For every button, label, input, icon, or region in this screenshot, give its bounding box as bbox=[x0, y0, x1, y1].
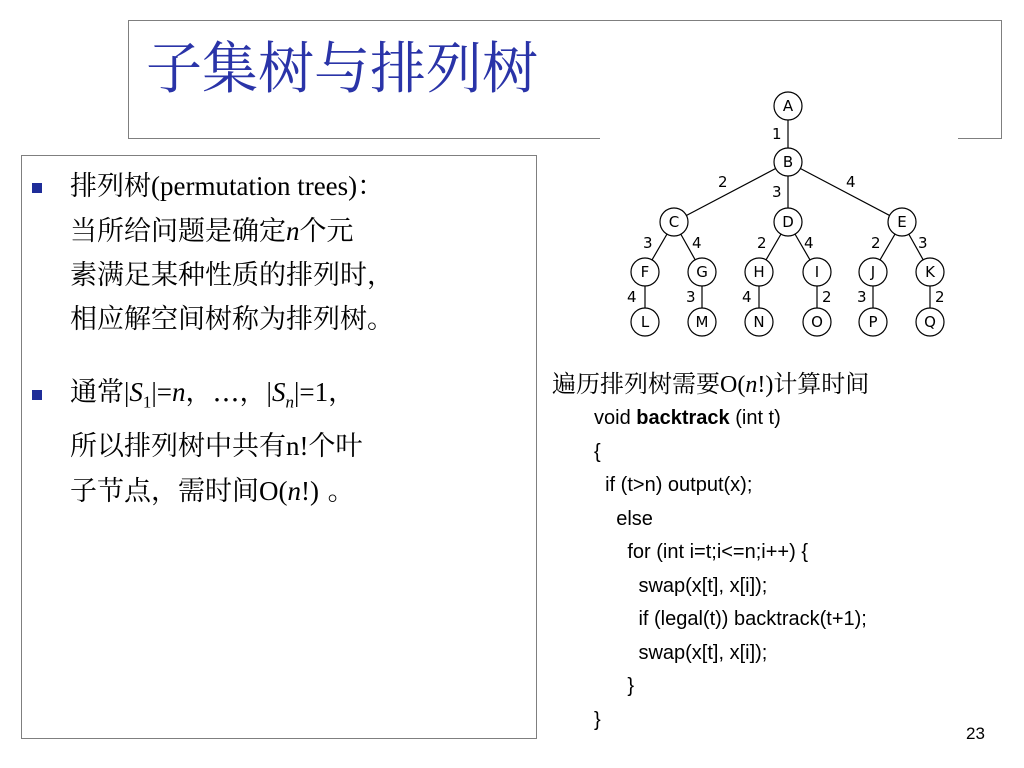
edge-label-B-E: 4 bbox=[846, 173, 856, 191]
svg-text:A: A bbox=[782, 97, 794, 115]
edge-label-D-I: 4 bbox=[804, 234, 814, 252]
tree-node-M bbox=[688, 308, 716, 336]
edge-label-A-B: 1 bbox=[772, 125, 782, 143]
bullet-2-line-2: 所以排列树中共有n!个叶 bbox=[70, 431, 363, 463]
tree-node-A bbox=[774, 92, 802, 120]
code-line-1: void backtrack (int t) bbox=[594, 407, 781, 429]
page-number: 23 bbox=[966, 724, 985, 743]
code-line-7: if (legal(t)) backtrack(t+1); bbox=[594, 608, 867, 630]
edge-label-B-C: 2 bbox=[718, 173, 728, 191]
edge-label-I-O: 2 bbox=[822, 288, 832, 306]
tree-node-P bbox=[859, 308, 887, 336]
tree-node-F bbox=[631, 258, 659, 286]
svg-text:B: B bbox=[782, 153, 794, 171]
edge-label-H-N: 4 bbox=[742, 288, 752, 306]
svg-text:N: N bbox=[753, 313, 765, 331]
bullet-1-line-1: 排列树(permutation trees)： bbox=[70, 171, 385, 202]
code-line-3: if (t>n) output(x); bbox=[594, 474, 753, 496]
svg-text:M: M bbox=[695, 313, 709, 331]
edge-label-E-K: 3 bbox=[918, 234, 928, 252]
svg-text:D: D bbox=[782, 213, 794, 231]
edge-label-G-M: 3 bbox=[686, 288, 696, 306]
code-line-4: else bbox=[594, 507, 653, 530]
svg-text:E: E bbox=[897, 213, 907, 231]
bullet-1-line-3: 素满足某种性质的排列时， bbox=[70, 260, 394, 291]
tree-node-K bbox=[916, 258, 944, 286]
slide-title: 子集树与排列树 bbox=[146, 37, 538, 102]
bullet-1-line-2: 当所给问题是确定n个元 bbox=[70, 216, 354, 247]
backtrack-code-block bbox=[594, 402, 867, 737]
code-line-8: swap(x[t], x[i]); bbox=[594, 641, 768, 664]
bullet-text-2 bbox=[70, 370, 530, 514]
edge-label-C-F: 3 bbox=[643, 234, 653, 252]
svg-text:C: C bbox=[668, 213, 680, 231]
svg-text:P: P bbox=[868, 313, 878, 331]
tree-node-B bbox=[774, 148, 802, 176]
svg-text:L: L bbox=[640, 313, 650, 331]
edge-label-J-P: 3 bbox=[857, 288, 867, 306]
svg-text:K: K bbox=[925, 263, 935, 281]
code-line-10: } bbox=[594, 708, 601, 731]
svg-text:F: F bbox=[640, 263, 650, 281]
tree-node-O bbox=[803, 308, 831, 336]
bullet-marker-1 bbox=[32, 183, 42, 193]
tree-node-G bbox=[688, 258, 716, 286]
bullet-2-line-1: 通常$|S_1|=n$，…，$|S_n|=1$， bbox=[70, 377, 356, 412]
svg-text:O: O bbox=[811, 313, 823, 331]
tree-node-H bbox=[745, 258, 773, 286]
tree-node-E bbox=[888, 208, 916, 236]
code-line-2: { bbox=[594, 440, 601, 463]
permutation-tree-diagram bbox=[600, 88, 980, 350]
tree-node-C bbox=[660, 208, 688, 236]
tree-node-N bbox=[745, 308, 773, 336]
edge-label-E-J: 2 bbox=[871, 234, 881, 252]
tree-node-Q bbox=[916, 308, 944, 336]
edge-label-D-H: 2 bbox=[757, 234, 767, 252]
svg-text:J: J bbox=[870, 263, 876, 281]
code-line-5: for (int i=t;i<=n;i++) { bbox=[594, 541, 808, 563]
bullet-1-line-4: 相应解空间树称为排列树。 bbox=[70, 304, 394, 335]
svg-text:H: H bbox=[753, 263, 765, 281]
svg-text:I: I bbox=[814, 263, 820, 281]
edge-B-E bbox=[788, 162, 902, 222]
svg-text:Q: Q bbox=[924, 313, 936, 331]
bullet-text-1 bbox=[70, 164, 530, 342]
edge-label-K-Q: 2 bbox=[935, 288, 945, 306]
tree-node-L bbox=[631, 308, 659, 336]
code-line-9: } bbox=[594, 675, 635, 697]
edge-label-F-L: 4 bbox=[627, 288, 637, 306]
bullet-2-line-3: 子节点，需时间O(n!) 。 bbox=[70, 476, 355, 508]
tree-caption: 遍历排列树需要O(n!)计算时间 bbox=[552, 370, 870, 398]
svg-text:G: G bbox=[696, 263, 708, 281]
edge-label-C-G: 4 bbox=[692, 234, 702, 252]
tree-node-D bbox=[774, 208, 802, 236]
bullet-marker-2 bbox=[32, 390, 42, 400]
tree-node-I bbox=[803, 258, 831, 286]
code-line-6: swap(x[t], x[i]); bbox=[594, 574, 768, 597]
edge-B-C bbox=[674, 162, 788, 222]
tree-node-J bbox=[859, 258, 887, 286]
edge-label-B-D: 3 bbox=[772, 183, 782, 201]
